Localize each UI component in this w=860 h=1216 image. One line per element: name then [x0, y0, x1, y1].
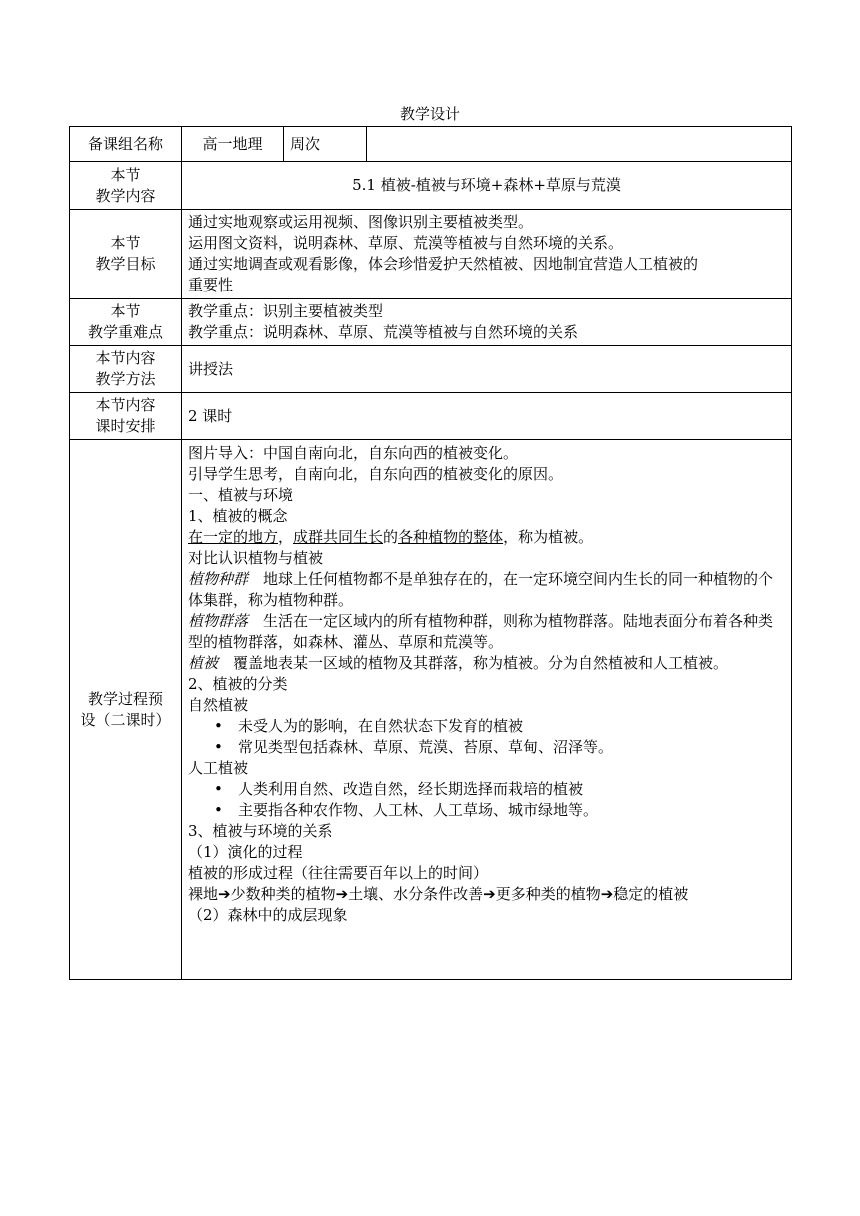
definition-part-3: 各种植物的整体	[398, 528, 504, 546]
schedule-label-line-1: 本节内容	[95, 396, 156, 414]
goals-label	[70, 210, 182, 299]
goals-value	[182, 210, 792, 299]
section-heading-1: 一、植被与环境	[188, 486, 294, 504]
list-item-text: 人类利用自然、改造自然，经长期选择而栽培的植被	[238, 780, 584, 798]
definition-connector: 的	[383, 528, 399, 546]
key-point-line: 教学重点：说明森林、草原、荒漠等植被与自然环境的关系	[188, 323, 579, 341]
page-title: 教学设计	[399, 105, 460, 123]
formation-process: 植被的形成过程（往往需要百年以上的时间）	[188, 864, 489, 882]
schedule-row	[70, 393, 792, 440]
content-label	[70, 162, 182, 210]
bullet-icon: •	[214, 717, 223, 735]
process-intro-1: 图片导入：中国自南向北，自东向西的植被变化。	[188, 444, 519, 462]
community-paragraph	[188, 611, 785, 653]
process-value	[182, 440, 792, 980]
process-label	[70, 440, 182, 980]
content-row	[70, 162, 792, 210]
process-intro-2: 引导学生思考，自南向北，自东向西的植被变化的原因。	[188, 465, 564, 483]
population-paragraph	[188, 569, 785, 611]
method-label-line-1: 本节内容	[95, 349, 156, 367]
definition-part-1: 在一定的地方	[188, 528, 279, 546]
method-row	[70, 346, 792, 393]
header-row	[70, 127, 792, 162]
week-label: 周次	[284, 127, 367, 162]
subheading-layering: （2）森林中的成层现象	[188, 906, 348, 924]
method-label	[70, 346, 182, 393]
list-item	[188, 716, 785, 737]
vegetation-definition	[188, 527, 785, 548]
definition-part-2: 成群共同生长	[293, 528, 384, 546]
week-value	[367, 127, 792, 162]
artificial-vegetation-heading: 人工植被	[188, 759, 249, 777]
schedule-value: 2 课时	[182, 393, 792, 440]
population-term: 植物种群	[188, 570, 249, 588]
definition-end: ，称为植被。	[503, 528, 594, 546]
bullet-icon: •	[214, 738, 223, 756]
group-label: 备课组名称	[70, 127, 182, 162]
method-label-line-2: 教学方法	[95, 370, 156, 388]
list-item-text: 常见类型包括森林、草原、荒漠、苔原、草甸、沼泽等。	[238, 738, 614, 756]
key-points-value	[182, 299, 792, 346]
key-points-label	[70, 299, 182, 346]
definition-separator: ，	[278, 528, 294, 546]
schedule-label-line-2: 课时安排	[95, 417, 156, 435]
subheading-evolution: （1）演化的过程	[188, 843, 303, 861]
compare-heading: 对比认识植物与植被	[188, 549, 324, 567]
key-points-label-line-2: 教学重难点	[87, 323, 163, 341]
list-item	[188, 737, 785, 758]
key-points-row	[70, 299, 792, 346]
community-term: 植物群落	[188, 612, 249, 630]
subsection-heading-2: 2、植被的分类	[188, 675, 288, 693]
goal-line: 运用图文资料，说明森林、草原、荒漠等植被与自然环境的关系。	[188, 234, 624, 252]
goal-line: 通过实地调查或观看影像，体会珍惜爱护天然植被、因地制宜营造人工植被的	[188, 255, 699, 273]
succession-chain: 裸地➔少数种类的植物➔土壤、水分条件改善➔更多种类的植物➔稳定的植被	[188, 885, 689, 903]
vegetation-term: 植被	[188, 654, 219, 672]
list-item-text: 主要指各种农作物、人工林、人工草场、城市绿地等。	[238, 801, 599, 819]
goals-row	[70, 210, 792, 299]
bullet-icon: •	[214, 780, 223, 798]
vegetation-paragraph	[188, 653, 785, 674]
content-label-line-1: 本节	[110, 165, 141, 184]
content-value: 5.1 植被-植被与环境+森林+草原与荒漠	[182, 162, 792, 210]
natural-vegetation-heading: 自然植被	[188, 696, 249, 714]
goal-line: 通过实地观察或运用视频、图像识别主要植被类型。	[188, 213, 534, 231]
list-item	[188, 779, 785, 800]
list-item-text: 未受人为的影响，在自然状态下发育的植被	[238, 717, 524, 735]
goals-label-line-2: 教学目标	[95, 255, 156, 273]
vegetation-text: 覆盖地表某一区域的植物及其群落，称为植被。分为自然植被和人工植被。	[218, 654, 729, 672]
key-point-line: 教学重点：识别主要植被类型	[188, 302, 384, 320]
subsection-heading-1: 1、植被的概念	[188, 507, 288, 525]
subsection-heading-3: 3、植被与环境的关系	[188, 822, 333, 840]
schedule-label	[70, 393, 182, 440]
key-points-label-line-1: 本节	[110, 302, 141, 320]
group-value: 高一地理	[182, 127, 284, 162]
goals-label-line-1: 本节	[110, 234, 141, 252]
bullet-icon: •	[214, 801, 223, 819]
process-label-line-1: 教学过程预	[87, 689, 163, 708]
process-label-line-2: 设（二课时）	[80, 710, 171, 729]
method-value: 讲授法	[182, 346, 792, 393]
list-item	[188, 800, 785, 821]
lesson-plan-table	[69, 126, 792, 980]
community-text: 生活在一定区域内的所有植物种群，则称为植物群落。陆地表面分布着各种类型的植物群落，如森林、灌丛、草原和荒漠等。	[188, 612, 774, 651]
content-label-line-2: 教学内容	[95, 186, 156, 205]
process-row	[70, 440, 792, 980]
population-text: 地球上任何植物都不是单独存在的，在一定环境空间内生长的同一种植物的个体集群，称为植物种群。	[188, 570, 774, 609]
goal-line: 重要性	[188, 276, 234, 294]
